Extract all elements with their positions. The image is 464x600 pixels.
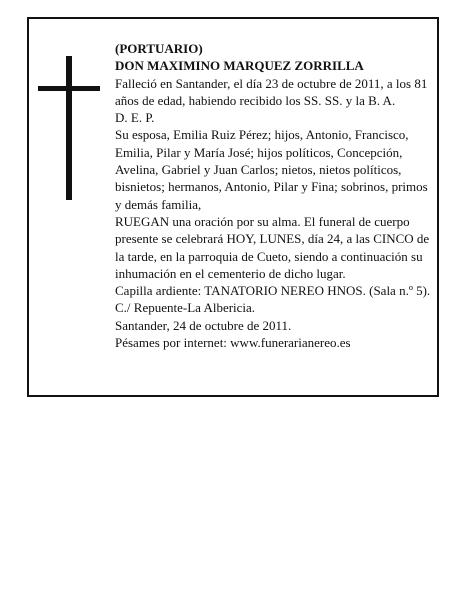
deceased-nickname: (PORTUARIO) <box>115 41 203 56</box>
cross-vertical-bar <box>66 56 72 200</box>
funeral-details: RUEGAN una oración por su alma. El funeral de cuerpo presente se celebrará HOY, LUNES, día 24, a las CINCO de la tarde, en la parroquia de Cueto, siendo a continuación su inhumación en el cementerio de dicho lugar. <box>115 213 430 281</box>
rest-in-peace: D. E. P. <box>115 110 155 126</box>
notice-date: Santander, 24 de octubre de 2011. <box>115 317 292 333</box>
condolences-website: Pésames por internet: www.funerarianereo.es <box>115 335 351 351</box>
latin-cross-icon <box>38 56 100 200</box>
family-members: Su esposa, Emilia Ruiz Pérez; hijos, Antonio, Francisco, Emilia, Pilar y María José; hijos políticos, Concepción, Avelina, Gabriel y Juan Carlos; nietos, nietos políticos, bisnietos; hermanos, Antonio, Pilar y Fina; sobrinos, primos y demás familia, <box>115 127 428 212</box>
chapel-location: Capilla ardiente: TANATORIO NEREO HNOS. (Sala n.º 5). C./ Repuente-La Albericia. <box>115 283 431 316</box>
death-announcement: Falleció en Santander, el día 23 de octubre de 2011, a los 81 años de edad, habiendo recibido los SS. SS. y la B. A. <box>115 75 428 108</box>
notice-text <box>115 40 433 351</box>
cross-horizontal-bar <box>38 86 100 91</box>
deceased-name: DON MAXIMINO MARQUEZ ZORRILLA <box>115 58 364 74</box>
obituary-notice <box>27 17 439 397</box>
